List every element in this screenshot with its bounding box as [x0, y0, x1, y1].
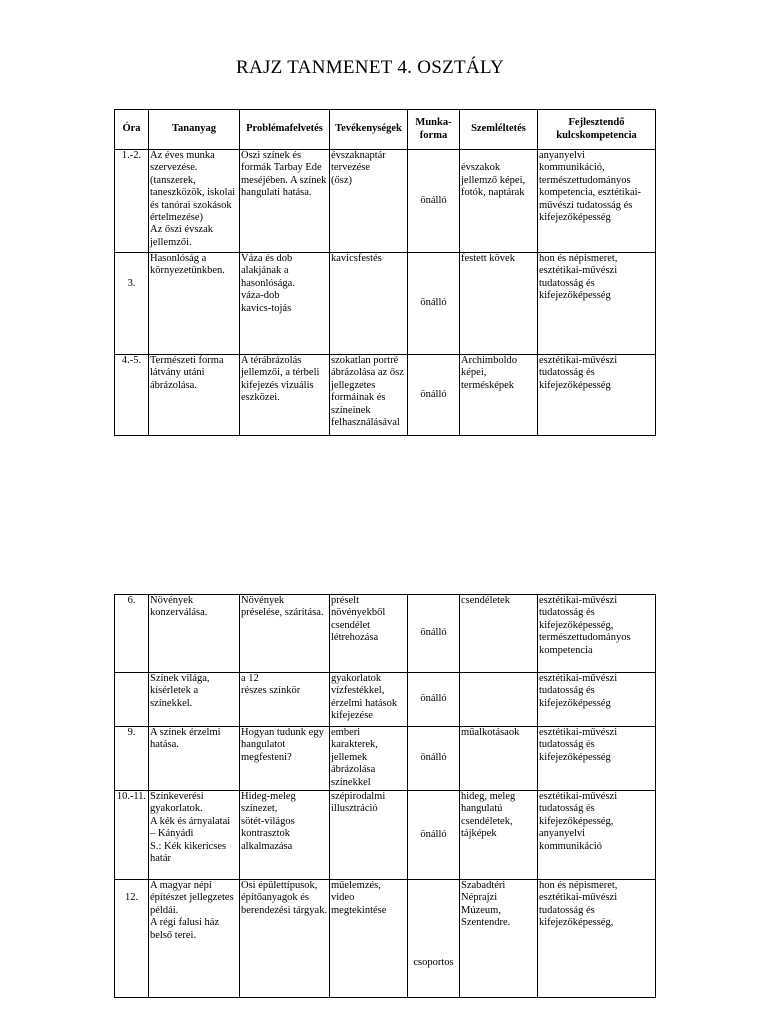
- table-row: [115, 727, 656, 791]
- header-szemleltetes: Szemléltetés: [460, 110, 538, 150]
- cell-ora: 12.: [115, 880, 149, 998]
- table-row: [115, 355, 656, 436]
- cell-tananyag: Az éves munka szervezése. (tanszerek, taneszközök, iskolai és tanórai szokások értelmezése) Az őszi évszak jellemzői.: [149, 150, 240, 253]
- cell-tananyag: Hasonlóság a környezetünkben.: [149, 253, 240, 355]
- cell-tevekenysegek: szépirodalmi illusztráció: [330, 791, 408, 880]
- cell-problemafelvetes: a 12 részes színkör: [240, 673, 330, 727]
- cell-kompetencia: esztétikai-művészi tudatosság és kifejezőképesség: [538, 355, 656, 436]
- cell-kompetencia: esztétikai-művészi tudatosság és kifejezőképesség, anyanyelvi kommunikáció: [538, 791, 656, 880]
- cell-tevekenysegek: évszaknaptár tervezése (ősz): [330, 150, 408, 253]
- cell-ora: 6.: [115, 595, 149, 673]
- cell-tananyag: Színkeverési gyakorlatok. A kék és árnyalatai – Kányádi S.: Kék kikericses határ: [149, 791, 240, 880]
- cell-munkaforma: önálló: [408, 791, 460, 880]
- cell-munkaforma: csoportos: [408, 880, 460, 998]
- cell-munkaforma: önálló: [408, 727, 460, 791]
- cell-tevekenysegek: emberi karakterek, jellemek ábrázolása színekkel: [330, 727, 408, 791]
- cell-tananyag: A színek érzelmi hatása.: [149, 727, 240, 791]
- table-row: [115, 673, 656, 727]
- cell-tevekenysegek: préselt növényekből csendélet létrehozása: [330, 595, 408, 673]
- cell-problemafelvetes: Ősi épülettípusok, építőanyagok és berendezési tárgyak.: [240, 880, 330, 998]
- cell-munkaforma: önálló: [408, 150, 460, 253]
- header-tevekenysegek: Tevékenységek: [330, 110, 408, 150]
- cell-szemleltetes: évszakok jellemző képei, fotók, naptárak: [460, 150, 538, 253]
- cell-szemleltetes: [460, 673, 538, 727]
- cell-szemleltetes: Archimboldo képei, termésképek: [460, 355, 538, 436]
- header-ora: Óra: [115, 110, 149, 150]
- cell-tevekenysegek: szokatlan portré ábrázolása az ősz jellegzetes formáinak és színeinek felhasználásával: [330, 355, 408, 436]
- cell-problemafelvetes: A térábrázolás jellemzői, a térbeli kifejezés vizuális eszközei.: [240, 355, 330, 436]
- cell-munkaforma: önálló: [408, 595, 460, 673]
- cell-tananyag: Növények konzerválása.: [149, 595, 240, 673]
- cell-tevekenysegek: kavicsfestés: [330, 253, 408, 355]
- header-munkaforma: Munka- forma: [408, 110, 460, 150]
- table-row: [115, 791, 656, 880]
- cell-kompetencia: hon és népismeret, esztétikai-művészi tudatosság és kifejezőképesség: [538, 253, 656, 355]
- cell-tevekenysegek: gyakorlatok vízfestékkel, érzelmi hatások kifejezése: [330, 673, 408, 727]
- table-header-row: [115, 110, 656, 150]
- cell-kompetencia: esztétikai-művészi tudatosság és kifejezőképesség: [538, 727, 656, 791]
- cell-tananyag: A magyar népi építészet jellegzetes példái. A régi falusi ház belső terei.: [149, 880, 240, 998]
- cell-kompetencia: hon és népismeret, esztétikai-művészi tudatosság és kifejezőképesség,: [538, 880, 656, 998]
- cell-ora: 4.-5.: [115, 355, 149, 436]
- cell-ora: 3.: [115, 253, 149, 355]
- cell-problemafelvetes: Hideg-meleg színezet, sötét-világos kontrasztok alkalmazása: [240, 791, 330, 880]
- cell-tananyag: Természeti forma látvány utáni ábrázolása.: [149, 355, 240, 436]
- lesson-plan-table-1: [114, 109, 656, 436]
- lesson-plan-table-2: [114, 594, 656, 998]
- cell-problemafelvetes: Váza és dob alakjának a hasonlósága. váza-dob kavics-tojás: [240, 253, 330, 355]
- cell-szemleltetes: csendéletek: [460, 595, 538, 673]
- header-kompetencia: Fejlesztendő kulcskompetencia: [538, 110, 656, 150]
- cell-kompetencia: esztétikai-művészi tudatosság és kifejezőképesség, természettudományos kompetencia: [538, 595, 656, 673]
- cell-szemleltetes: Szabadtéri Néprajzi Múzeum, Szentendre.: [460, 880, 538, 998]
- cell-kompetencia: anyanyelvi kommunikáció, természettudományos kompetencia, esztétikai- művészi tudatosság és kifejezőképesség: [538, 150, 656, 253]
- header-tananyag: Tananyag: [149, 110, 240, 150]
- cell-munkaforma: önálló: [408, 253, 460, 355]
- cell-tevekenysegek: műelemzés, video megtekintése: [330, 880, 408, 998]
- table-row: [115, 150, 656, 253]
- cell-ora: [115, 673, 149, 727]
- cell-szemleltetes: hideg, meleg hangulatú csendéletek, tájképek: [460, 791, 538, 880]
- cell-tananyag: Színek világa, kísérletek a színekkel.: [149, 673, 240, 727]
- cell-problemafelvetes: Növények préselése, szárítása.: [240, 595, 330, 673]
- cell-problemafelvetes: Hogyan tudunk egy hangulatot megfesteni?: [240, 727, 330, 791]
- cell-ora: 9.: [115, 727, 149, 791]
- page-title: RAJZ TANMENET 4. OSZTÁLY: [235, 57, 504, 78]
- cell-kompetencia: esztétikai-művészi tudatosság és kifejezőképesség: [538, 673, 656, 727]
- cell-problemafelvetes: Őszi színek és formák Tarbay Ede meséjében. A színek hangulati hatása.: [240, 150, 330, 253]
- header-problemafelvetes: Problémafelvetés: [240, 110, 330, 150]
- cell-munkaforma: önálló: [408, 355, 460, 436]
- cell-munkaforma: önálló: [408, 673, 460, 727]
- cell-szemleltetes: festett kövek: [460, 253, 538, 355]
- cell-ora: 1.-2.: [115, 150, 149, 253]
- cell-szemleltetes: műalkotásaok: [460, 727, 538, 791]
- table-row: [115, 253, 656, 355]
- table-row: [115, 880, 656, 998]
- table-row: [115, 595, 656, 673]
- cell-ora: 10.-11.: [115, 791, 149, 880]
